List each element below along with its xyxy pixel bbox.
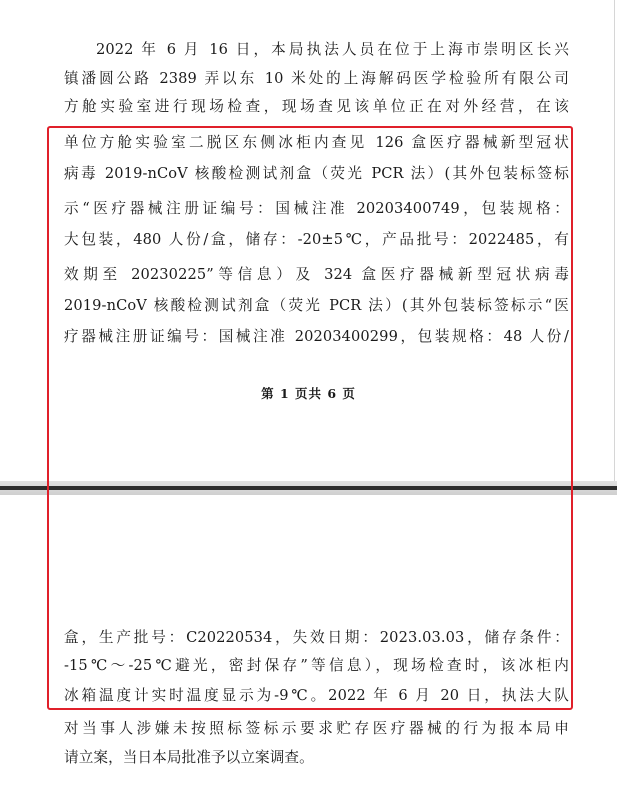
highlight-annotation-box: [47, 126, 573, 710]
paragraph-line: 盒，生产批号：C20220534，失效日期：2023.03.03，储存条件：: [64, 629, 569, 646]
paragraph-line: 示“医疗器械注册证编号：国械注准 20203400749，包装规格：: [64, 200, 569, 217]
page-edge: [614, 0, 615, 481]
paragraph-line: -15℃～-25℃避光，密封保存”等信息），现场检查时，该冰柜内: [64, 657, 569, 674]
paragraph-line: 镇潘圆公路 2389 弄以东 10 米处的上海解码医学检验所有限公司: [64, 70, 569, 87]
paragraph-line: 大包装，480 人份/盒，储存：-20±5℃，产品批号：2022485，有: [64, 231, 569, 248]
paragraph-line: 方舱实验室进行现场检查，现场查见该单位正在对外经营，在该: [64, 98, 569, 115]
paragraph-line: 对当事人涉嫌未按照标签标示要求贮存医疗器械的行为报本局申: [64, 720, 569, 737]
paragraph-line: 疗器械注册证编号：国械注准 20203400299，包装规格：48 人份/: [64, 328, 569, 345]
paragraph-line: 请立案，当日本局批准予以立案调查。: [64, 749, 314, 766]
paragraph-line: 2019-nCoV 核酸检测试剂盒（荧光 PCR 法）(其外包装标签标示“医: [64, 297, 569, 314]
page-footer: 第 1 页共 6 页: [261, 386, 356, 401]
paragraph-line: 效期至 20230225”等信息）及 324 盒医疗器械新型冠状病毒: [64, 266, 569, 283]
paragraph-line: 单位方舱实验室二脱区东侧冰柜内查见 126 盒医疗器械新型冠状: [64, 134, 569, 151]
paragraph-line: 病毒 2019-nCoV 核酸检测试剂盒（荧光 PCR 法）(其外包装标签标: [64, 165, 569, 182]
paragraph-line: 冰箱温度计实时温度显示为-9℃。2022 年 6 月 20 日，执法大队: [64, 687, 569, 704]
paragraph-line: 2022 年 6 月 16 日，本局执法人员在位于上海市崇明区长兴: [96, 41, 569, 58]
